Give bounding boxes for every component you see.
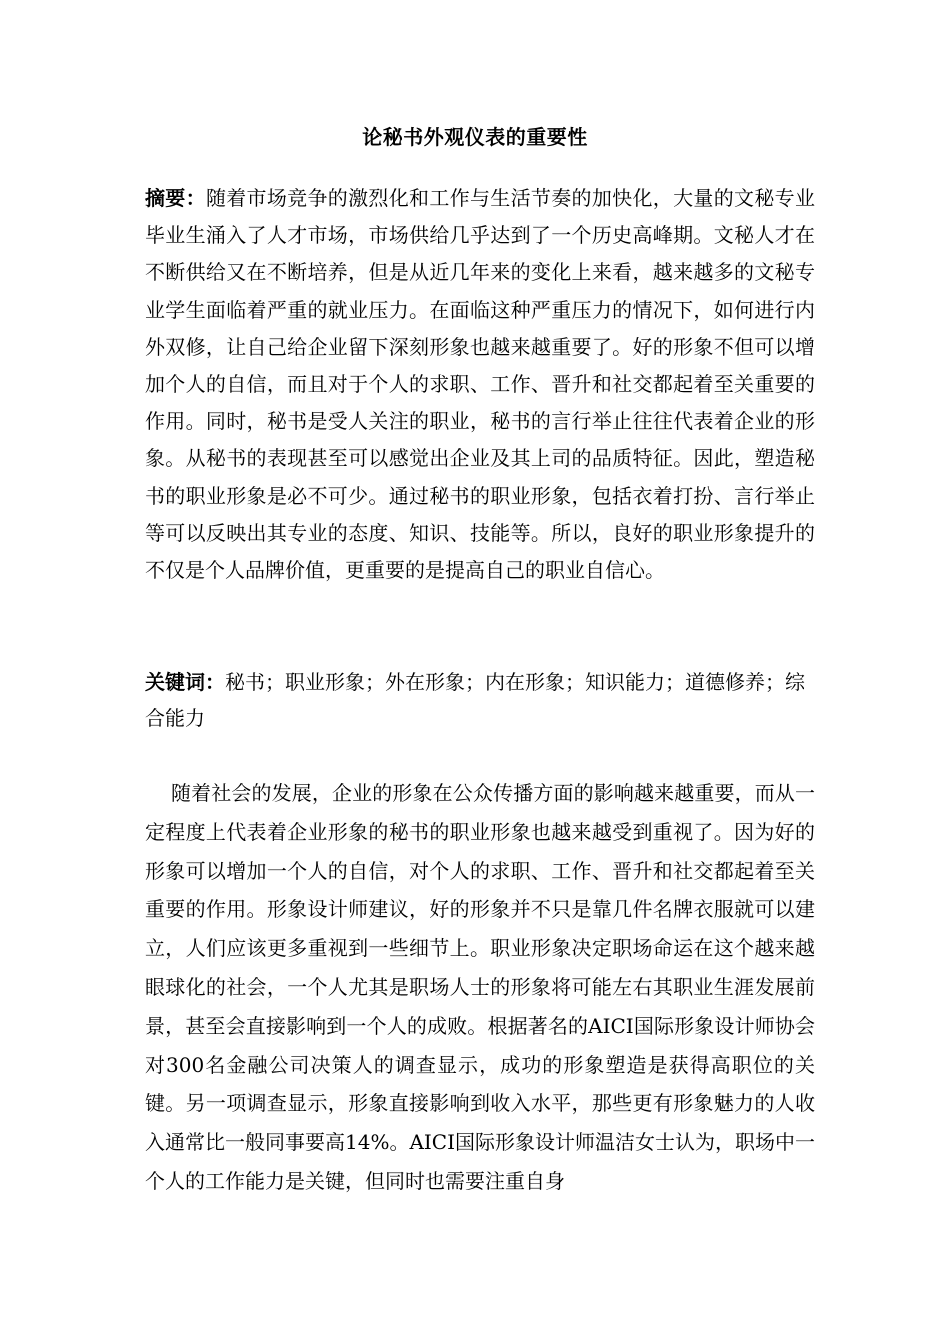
abstract-section <box>145 180 815 589</box>
document-title: 论秘书外观仪表的重要性 <box>362 125 588 149</box>
keywords-label: 关键词： <box>145 670 225 694</box>
keywords-text: 秘书；职业形象；外在形象；内在形象；知识能力；道德修养；综合能力 <box>145 670 805 730</box>
body-paragraph: 随着社会的发展，企业的形象在公众传播方面的影响越来越重要，而从一定程度上代表着企业形象的秘书的职业形象也越来越受到重视了。因为好的形象可以增加一个人的自信，对个人的求职、工作、晋升和社交都起着至关重要的作用。形象设计师建议，好的形象并不只是靠几件名牌衣服就可以建立，人们应该更多重视到一些细节上。职业形象决定职场命运在这个越来越眼球化的社会，一个人尤其是职场人士的形象将可能左右其职业生涯发展前景，甚至会直接影响到一个人的成败。根据著名的AICI国际形象设计师协会对300名金融公司决策人的调查显示，成功的形象塑造是获得高职位的关键。另一项调查显示，形象直接影响到收入水平，那些更有形象魅力的人收入通常比一般同事要高14%。AICI国际形象设计师温洁女士认为，职场中一个人的工作能力是关键，但同时也需要注重自身 <box>145 781 815 1193</box>
abstract-text: 随着市场竞争的激烈化和工作与生活节奏的加快化，大量的文秘专业毕业生涌入了人才市场，市场供给几乎达到了一个历史高峰期。文秘人才在不断供给又在不断培养，但是从近几年来的变化上来看，越来越多的文秘专业学生面临着严重的就业压力。在面临这种严重压力的情况下，如何进行内外双修，让自己给企业留下深刻形象也越来越重要了。好的形象不但可以增加个人的自信，而且对于个人的求职、工作、晋升和社交都起着至关重要的作用。同时，秘书是受人关注的职业，秘书的言行举止往往代表着企业的形象。从秘书的表现甚至可以感觉出企业及其上司的品质特征。因此，塑造秘书的职业形象是必不可少。通过秘书的职业形象，包括衣着打扮、言行举止等可以反映出其专业的态度、知识、技能等。所以，良好的职业形象提升的不仅是个人品牌价值，更重要的是提高自己的职业自信心。 <box>145 186 815 583</box>
keywords-section <box>145 664 815 736</box>
abstract-label: 摘要： <box>145 186 206 210</box>
